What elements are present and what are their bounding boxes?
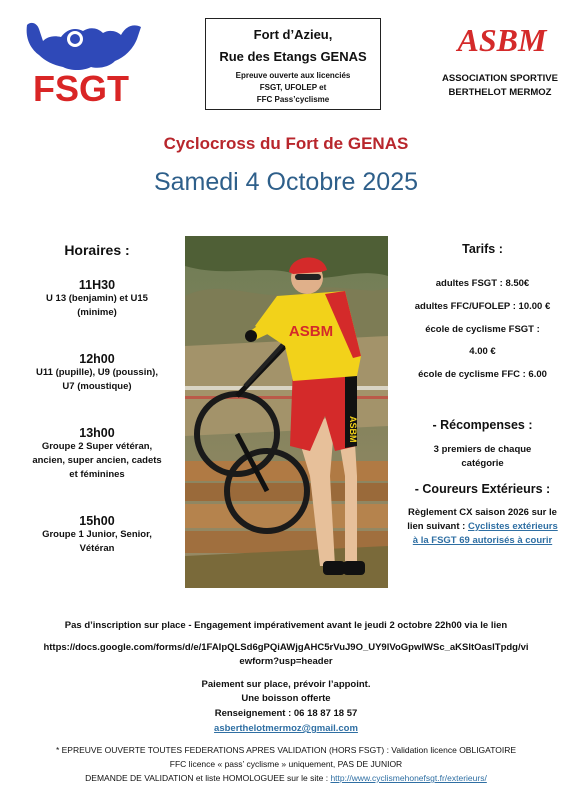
validation-note: * EPREUVE OUVERTE TOUTES FEDERATIONS APRES VALIDATION (HORS FSGT) : Validation licence OBLIGATOIRE xyxy=(55,745,517,755)
exterieurs-link[interactable]: à la FSGT 69 autorisés à courir xyxy=(412,535,553,546)
validation-note: FFC licence « pass’ cyclisme » uniquement, PAS DE JUNIOR xyxy=(169,759,403,769)
slot-time: 12h00 xyxy=(79,352,115,366)
schedule-slot xyxy=(18,278,176,320)
contact-email xyxy=(0,723,572,734)
inscription-notice: Pas d’inscription sur place - Engagement impérativement avant le jeudi 2 octobre 22h00 via le lien xyxy=(64,620,508,631)
tarif-line: adultes FSGT : 8.50€ xyxy=(435,278,530,289)
tarif-line: école de cyclisme FFC : 6.00 xyxy=(418,369,547,380)
tarif-line: 4.00 € xyxy=(469,346,496,357)
fsgt-logo-text: FSGT xyxy=(33,68,129,105)
recompenses-line: catégorie xyxy=(461,458,504,469)
schedule-slot xyxy=(18,426,176,482)
fsgt-logo xyxy=(17,17,145,105)
schedule-slot xyxy=(18,352,176,394)
drink-info: Une boisson offerte xyxy=(241,693,331,704)
exterieurs-line: Règlement CX saison 2026 sur le xyxy=(408,507,557,518)
validation-prefix: DEMANDE DE VALIDATION et liste HOMOLOGUEE sur le site : xyxy=(85,773,331,783)
tarif-line: adultes FFC/UFOLEP : 10.00 € xyxy=(414,301,551,312)
slot-desc: Groupe 1 Junior, Senior, xyxy=(42,529,152,540)
cyclist-photo xyxy=(185,236,388,588)
slot-desc: Groupe 2 Super vétéran, xyxy=(41,441,153,452)
slot-desc: U7 (moustique) xyxy=(62,381,132,392)
recompenses-title: - Récompenses : xyxy=(432,418,533,432)
asbm-logo xyxy=(446,24,558,56)
horaires-title: Horaires : xyxy=(64,242,130,258)
slot-desc: (minime) xyxy=(77,307,117,318)
asbm-association-name xyxy=(420,72,572,100)
eligibility-line: FSGT, UFOLEP et xyxy=(259,83,327,92)
form-url[interactable]: ewform?usp=header xyxy=(239,656,333,667)
exterieurs-line xyxy=(395,535,570,546)
slot-desc: et féminines xyxy=(69,469,125,480)
jersey-logo: ASBM xyxy=(288,323,334,340)
form-url[interactable]: https://docs.google.com/forms/d/e/1FAIpQLSd6gPQiAWjgAHC5rVuJ9O_UY9lVoGpwlWSc_aKSltOaslTpdg/vi xyxy=(43,642,529,653)
payment-info: Paiement sur place, prévoir l’appoint. xyxy=(201,679,371,690)
asbm-logo-text: ASBM xyxy=(457,24,547,56)
contact-email-link[interactable]: asberthelotmermoz@gmail.com xyxy=(214,723,358,734)
event-title: Cyclocross du Fort de GENAS xyxy=(163,134,409,153)
slot-desc: ancien, super ancien, cadets xyxy=(32,455,162,466)
validation-note xyxy=(0,773,572,783)
venue-info-box xyxy=(205,18,381,110)
shorts-logo: ASBM xyxy=(348,416,358,443)
slot-desc: U11 (pupille), U9 (poussin), xyxy=(36,367,158,378)
asbm-name-line: ASSOCIATION SPORTIVE xyxy=(442,73,558,84)
asbm-name-line: BERTHELOT MERMOZ xyxy=(448,87,552,98)
venue-line: Fort d’Azieu, xyxy=(253,27,333,42)
contact-phone: Renseignement : 06 18 87 18 57 xyxy=(214,708,358,719)
schedule-slot xyxy=(18,514,176,556)
tarifs-title: Tarifs : xyxy=(462,242,503,256)
slot-time: 15h00 xyxy=(79,514,115,528)
slot-desc: Vétéran xyxy=(79,543,115,554)
exterieurs-title: - Coureurs Extérieurs : xyxy=(414,482,551,496)
validation-link[interactable]: http://www.cyclismehonefsgt.fr/exterieurs/ xyxy=(330,773,487,783)
event-date: Samedi 4 Octobre 2025 xyxy=(153,168,419,196)
eligibility-text xyxy=(206,70,380,106)
venue-address: Rue des Etangs GENAS xyxy=(219,49,367,64)
exterieurs-prefix: lien suivant : xyxy=(407,521,468,532)
recompenses-line: 3 premiers de chaque xyxy=(433,444,532,455)
slot-desc: U 13 (benjamin) et U15 xyxy=(46,293,148,304)
exterieurs-line xyxy=(395,521,570,532)
eligibility-line: FFC Pass’cyclisme xyxy=(256,95,330,104)
slot-time: 11H30 xyxy=(78,278,116,292)
slot-time: 13h00 xyxy=(79,426,115,440)
exterieurs-link[interactable]: Cyclistes extérieurs xyxy=(467,521,558,532)
eligibility-line: Epreuve ouverte aux licenciés xyxy=(235,71,351,80)
tarif-line: école de cyclisme FSGT : xyxy=(425,324,540,335)
